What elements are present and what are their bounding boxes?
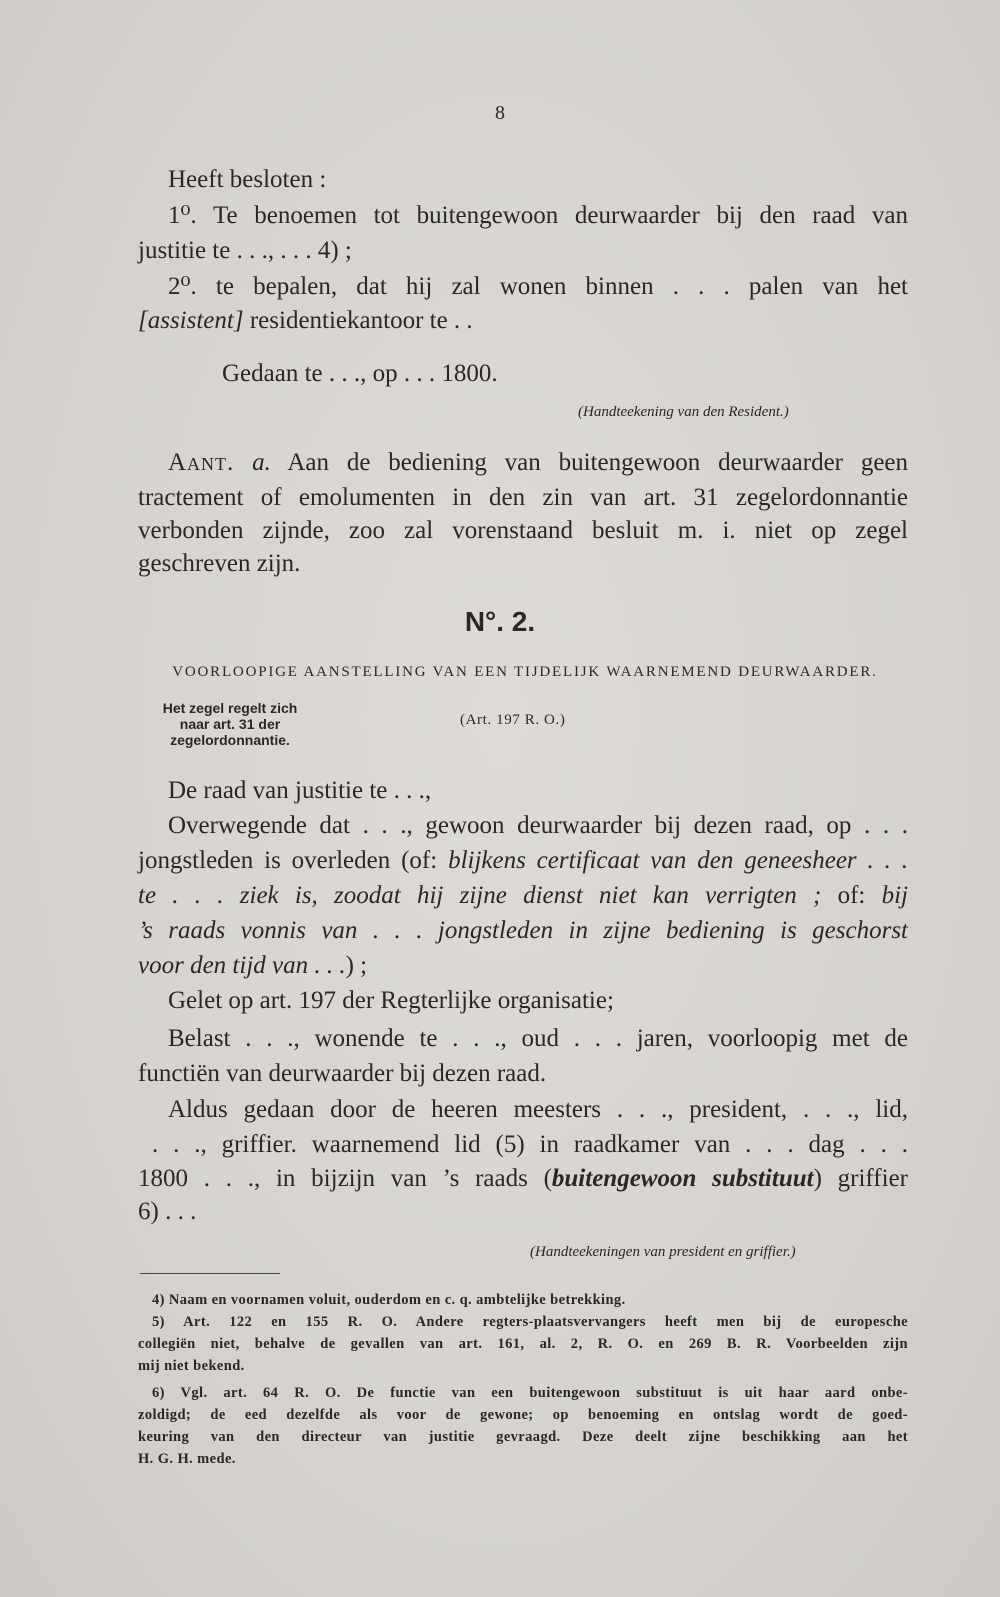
body-line-5: ’s raads vonnis van . . . jongstleden in zijne bediening is geschorst xyxy=(138,917,908,944)
footnote-divider xyxy=(140,1273,280,1274)
body-line-4-italic-2: bij xyxy=(881,882,908,909)
stamp-note-line-1: Het zegel regelt zich xyxy=(162,700,298,716)
resident-signature: (Handteekening van den Resident.) xyxy=(578,404,789,420)
body-line-11: . . ., griffier. waarnemend lid (5) in raadkamer van . . . dag . . . xyxy=(152,1131,908,1158)
body-line-4-italic: te . . . ziek is, zoodat hij zijne dienst niet kan verrigten ; xyxy=(138,882,822,909)
body-line-2: Overwegende dat . . ., gewoon deurwaarder bij dezen raad, op . . . xyxy=(168,812,908,839)
body-line-12 xyxy=(138,1162,908,1195)
body-line-12-plain: 1800 . . ., in bijzijn van ’s raads ( xyxy=(138,1165,552,1192)
body-line-1: De raad van justitie te . . ., xyxy=(168,777,432,804)
decision-item-1-line-1: 1⁰. Te benoemen tot buitengewoon deurwaarder bij den raad van xyxy=(168,202,908,229)
page-number: 8 xyxy=(495,102,505,124)
body-line-12-italic: buitengewoon substituut xyxy=(551,1165,814,1192)
body-line-3-italic: blijkens certificaat van den geneesheer . . . xyxy=(448,847,909,874)
footnote-5-line-2: collegiën niet, behalve de gevallen van art. 161, al. 2, R. O. en 269 B. R. Voorbeelden zijn xyxy=(138,1336,908,1352)
body-line-8: Belast . . ., wonende te . . ., oud . . . jaren, voorloopig met de xyxy=(168,1025,908,1052)
decision-item-2-line-1: 2⁰. te bepalen, dat hij zal wonen binnen . . . palen van het xyxy=(168,273,908,300)
decision-item-2-rest: residentiekantoor te . . xyxy=(243,307,473,334)
body-line-12-end: ) griffier xyxy=(813,1165,908,1192)
article-reference: (Art. 197 R. O.) xyxy=(460,712,566,728)
decision-heading: Heeft besloten : xyxy=(168,166,327,193)
body-line-7: Gelet op art. 197 der Regterlijke organisatie; xyxy=(168,987,614,1014)
stamp-note-line-2: naar art. 31 der xyxy=(179,716,281,732)
body-line-4 xyxy=(138,879,908,912)
gedaan-line: Gedaan te . . ., op . . . 1800. xyxy=(222,360,498,387)
footnote-6-line-2: zoldigd; de eed dezelfde als voor de gewone; op benoeming en ontslag wordt de goed- xyxy=(138,1407,908,1423)
body-line-9: functiën van deurwaarder bij dezen raad. xyxy=(138,1060,547,1087)
stamp-note xyxy=(135,700,325,748)
footnote-4: 4) Naam en voornamen voluit, ouderdom en c. q. ambtelijke betrekking. xyxy=(152,1292,626,1308)
footnote-5-line-1: 5) Art. 122 en 155 R. O. Andere regters-plaatsvervangers heeft men bij de europesche xyxy=(152,1314,908,1330)
body-line-6-plain: ) ; xyxy=(345,952,368,979)
aant-label: Aant. xyxy=(168,449,235,476)
footnote-5-line-3: mij niet bekend. xyxy=(138,1358,245,1374)
body-line-4-of: of: xyxy=(821,882,882,909)
aant-line-3: verbonden zijnde, zoo zal vorenstaand besluit m. i. niet op zegel xyxy=(138,517,908,544)
footnote-6-line-4: H. G. H. mede. xyxy=(138,1451,236,1467)
stamp-note-line-3: zegelordonnantie. xyxy=(170,732,290,748)
body-line-13: 6) . . . xyxy=(138,1198,197,1225)
aant-line-2: tractement of emolumenten in den zin van art. 31 zegelordonnantie xyxy=(138,484,908,511)
aant-line-1-text: Aan de bediening van buitengewoon deurwaarder geen xyxy=(287,449,909,476)
footnote-6-line-1: 6) Vgl. art. 64 R. O. De functie van een buitengewoon substituut is uit haar aard onbe- xyxy=(152,1385,908,1401)
footnote-6-line-3: keuring van den directeur van justitie gevraagd. Deze deelt zijne beschikking aan het xyxy=(138,1429,908,1445)
section-number: N°. 2. xyxy=(464,606,536,637)
president-griffier-signature: (Handteekeningen van president en griffier.) xyxy=(530,1244,796,1260)
body-line-10: Aldus gedaan door de heeren meesters . . ., president, . . ., lid, xyxy=(168,1096,908,1123)
aant-line-4: geschreven zijn. xyxy=(138,550,301,577)
aant-line-1 xyxy=(168,446,908,479)
bracket-assistent: [assistent] xyxy=(138,307,244,334)
body-line-6-italic: voor den tijd van . . . xyxy=(138,952,346,979)
body-line-6 xyxy=(138,949,367,982)
body-line-3-plain: jongstleden is overleden (of: xyxy=(138,847,449,874)
decision-item-1-line-2: justitie te . . ., . . . 4) ; xyxy=(138,237,352,264)
section-title: VOORLOOPIGE AANSTELLING VAN EEN TIJDELIJK WAARNEMEND DEURWAARDER. xyxy=(172,664,878,680)
body-line-3 xyxy=(138,844,908,877)
aant-letter: a. xyxy=(252,449,271,476)
decision-item-2-line-2 xyxy=(138,304,473,337)
